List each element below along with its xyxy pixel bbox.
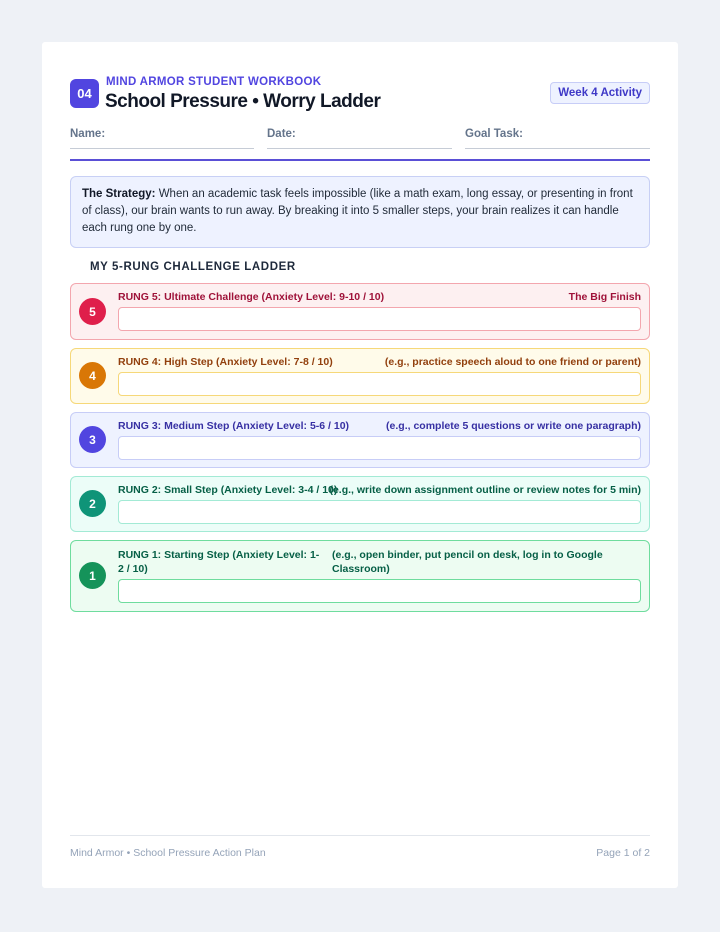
header-divider xyxy=(70,159,650,161)
rung-example: (e.g., practice speech aloud to one friend or parent) xyxy=(384,356,641,368)
rung-label: RUNG 3: Medium Step (Anxiety Level: 5-6 / 10) xyxy=(118,420,350,432)
rung-1 xyxy=(70,540,650,612)
goal-task-field[interactable] xyxy=(465,128,650,149)
rung-example: (e.g., open binder, put pencil on desk, log in to Google Classroom) xyxy=(332,549,603,575)
rung-label: RUNG 4: High Step (Anxiety Level: 7-8 / 10) xyxy=(118,356,333,368)
week-badge: Week 4 Activity xyxy=(550,82,650,104)
strategy-callout xyxy=(70,176,650,248)
rung-5-input[interactable] xyxy=(118,307,641,331)
rung-3-input[interactable] xyxy=(118,436,641,460)
strategy-text: When an academic task feels impossible (like a math exam, long essay, or presenting in front of class), our brain wants to run away. By breaking it into 5 smaller steps, your brain realizes it can handle each rung one by one. xyxy=(82,188,633,234)
rung-example: (e.g., write down assignment outline or review notes for 5 min) xyxy=(329,484,641,496)
rung-label: RUNG 2: Small Step (Anxiety Level: 3-4 / 10) xyxy=(118,484,338,496)
page-number: Page 1 of 2 xyxy=(596,847,650,859)
student-fields xyxy=(70,128,650,150)
rung-5 xyxy=(70,283,650,340)
rung-4 xyxy=(70,348,650,404)
rung-3 xyxy=(70,412,650,468)
rung-label: RUNG 5: Ultimate Challenge (Anxiety Level: 9-10 / 10) xyxy=(118,291,385,303)
rung-number-badge: 4 xyxy=(79,362,106,389)
date-field[interactable] xyxy=(267,128,452,149)
activity-number-badge: 04 xyxy=(70,79,99,108)
page-header xyxy=(70,76,650,120)
rung-example: The Big Finish xyxy=(568,291,641,303)
rung-1-input[interactable] xyxy=(118,579,641,603)
rung-label: RUNG 1: Starting Step (Anxiety Level: 1-2 / 10) xyxy=(118,549,320,575)
rung-number-badge: 5 xyxy=(79,298,106,325)
name-field[interactable] xyxy=(70,128,254,149)
rung-2-input[interactable] xyxy=(118,500,641,524)
date-label: Date: xyxy=(267,128,296,140)
rung-number-badge: 2 xyxy=(79,490,106,517)
rung-2 xyxy=(70,476,650,532)
rung-number-badge: 1 xyxy=(79,562,106,589)
rung-4-input[interactable] xyxy=(118,372,641,396)
footer-divider xyxy=(70,835,650,836)
page-title: School Pressure • Worry Ladder xyxy=(105,91,381,112)
ladder-heading: MY 5-RUNG CHALLENGE LADDER xyxy=(90,261,296,273)
strategy-lead: The Strategy: xyxy=(82,188,156,200)
rung-number-badge: 3 xyxy=(79,426,106,453)
footer-title: Mind Armor • School Pressure Action Plan xyxy=(70,847,266,859)
workbook-eyebrow: MIND ARMOR STUDENT WORKBOOK xyxy=(106,76,322,88)
goal-task-label: Goal Task: xyxy=(465,128,523,140)
rung-example: (e.g., complete 5 questions or write one paragraph) xyxy=(386,420,641,432)
name-label: Name: xyxy=(70,128,106,140)
worksheet-page xyxy=(42,42,678,888)
